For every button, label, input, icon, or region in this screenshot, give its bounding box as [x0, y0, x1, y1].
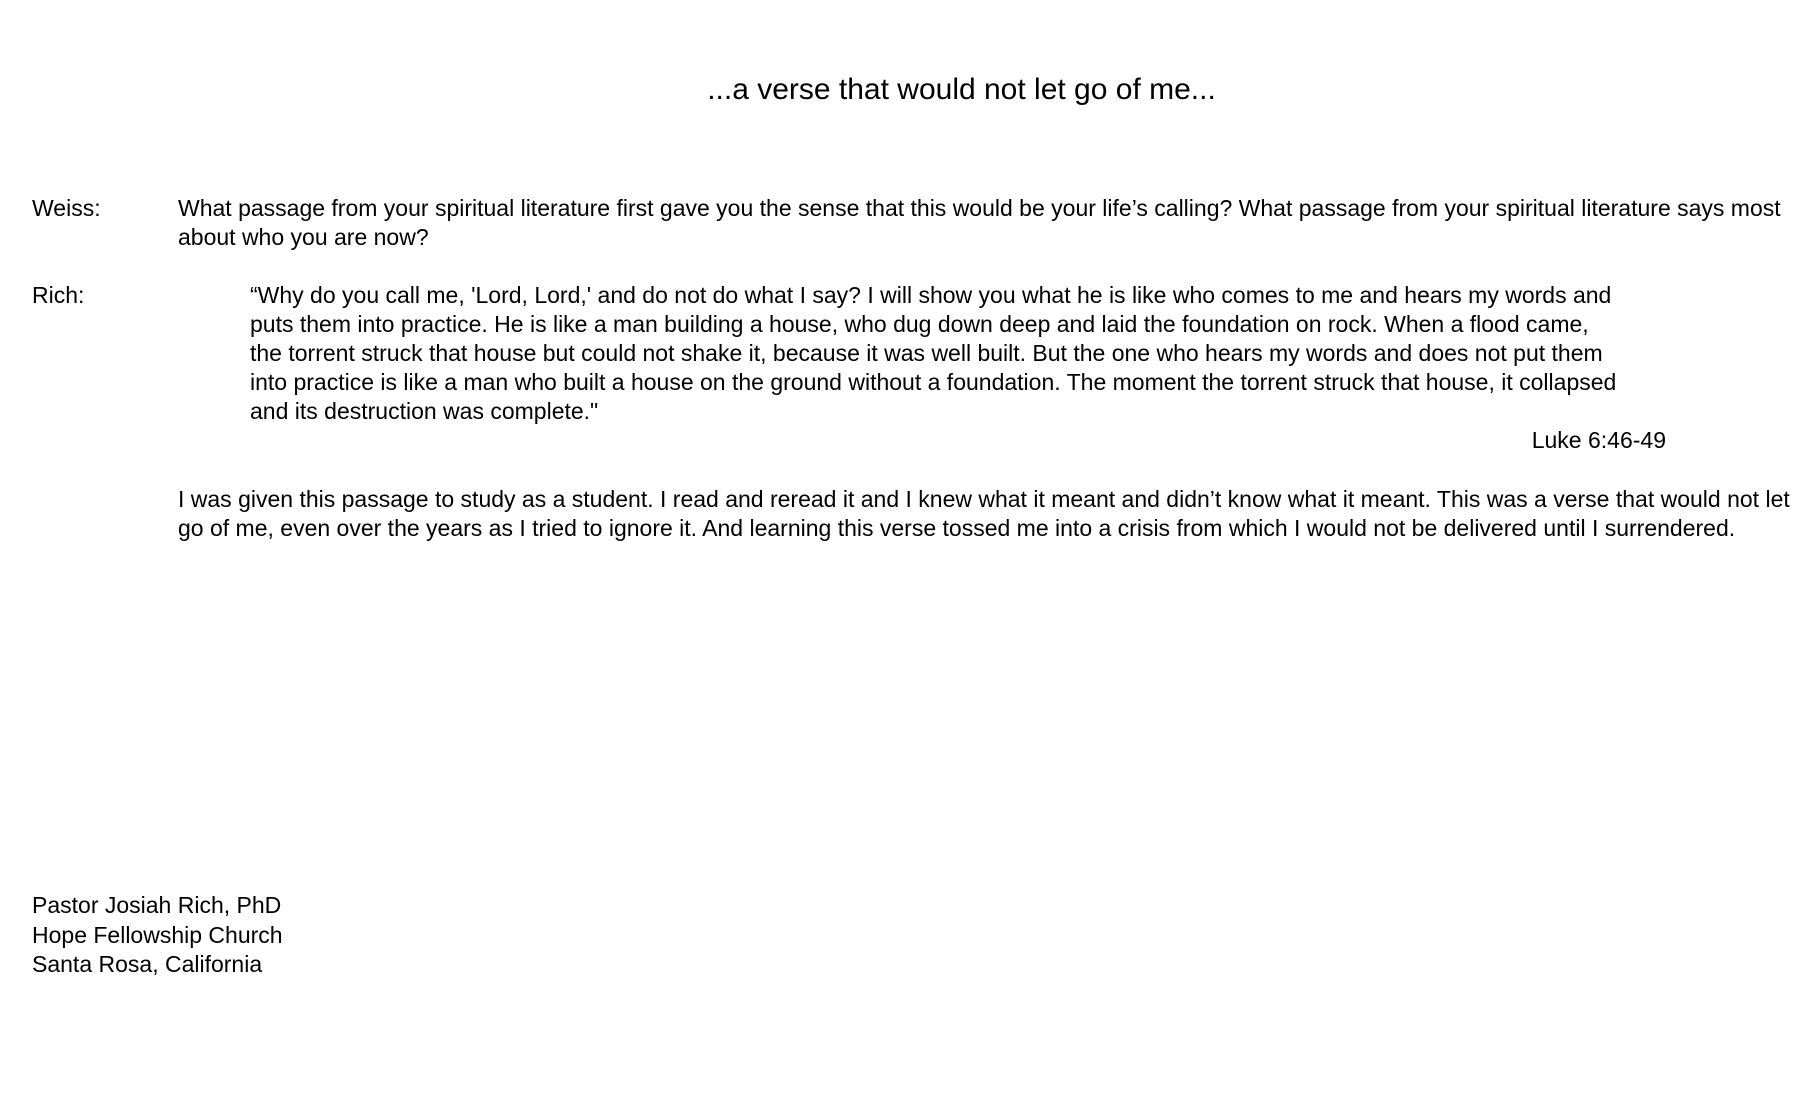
scripture-citation: Luke 6:46-49 — [1531, 427, 1666, 453]
signature-church: Hope Fellowship Church — [32, 921, 283, 948]
signature-block — [32, 891, 283, 980]
speaker-label-weiss: Weiss: — [32, 195, 101, 221]
speaker-label-rich: Rich: — [32, 282, 85, 308]
scripture-quote: “Why do you call me, 'Lord, Lord,' and do not do what I say? I will show you what he is like who comes to me and hears my words and puts them into practice. He is like a man building a house, who dug down deep and laid the foundation on rock. When a flood came, the torrent struck that house but could not shake it, because it was well built. But the one who hears my words and does not put them into practice is like a man who built a house on the ground without a foundation. The moment the torrent struck that house, it collapsed and its destruction was complete." — [250, 282, 1617, 424]
page-title: ...a verse that would not let go of me... — [707, 73, 1216, 106]
interview-question: What passage from your spiritual literature first gave you the sense that this would be your life’s calling? What passage from your spiritual literature says most about who you are now? — [178, 195, 1781, 250]
signature-name: Pastor Josiah Rich, PhD — [32, 892, 282, 918]
answer-reflection: I was given this passage to study as a student. I read and reread it and I knew what it meant and didn’t know what it meant. This was a verse that would not let go of me, even over the years as I tried to ignore it. And learning this verse tossed me into a crisis from which I would not be delivered until I surrendered. — [178, 486, 1790, 541]
signature-location: Santa Rosa, California — [32, 951, 263, 977]
